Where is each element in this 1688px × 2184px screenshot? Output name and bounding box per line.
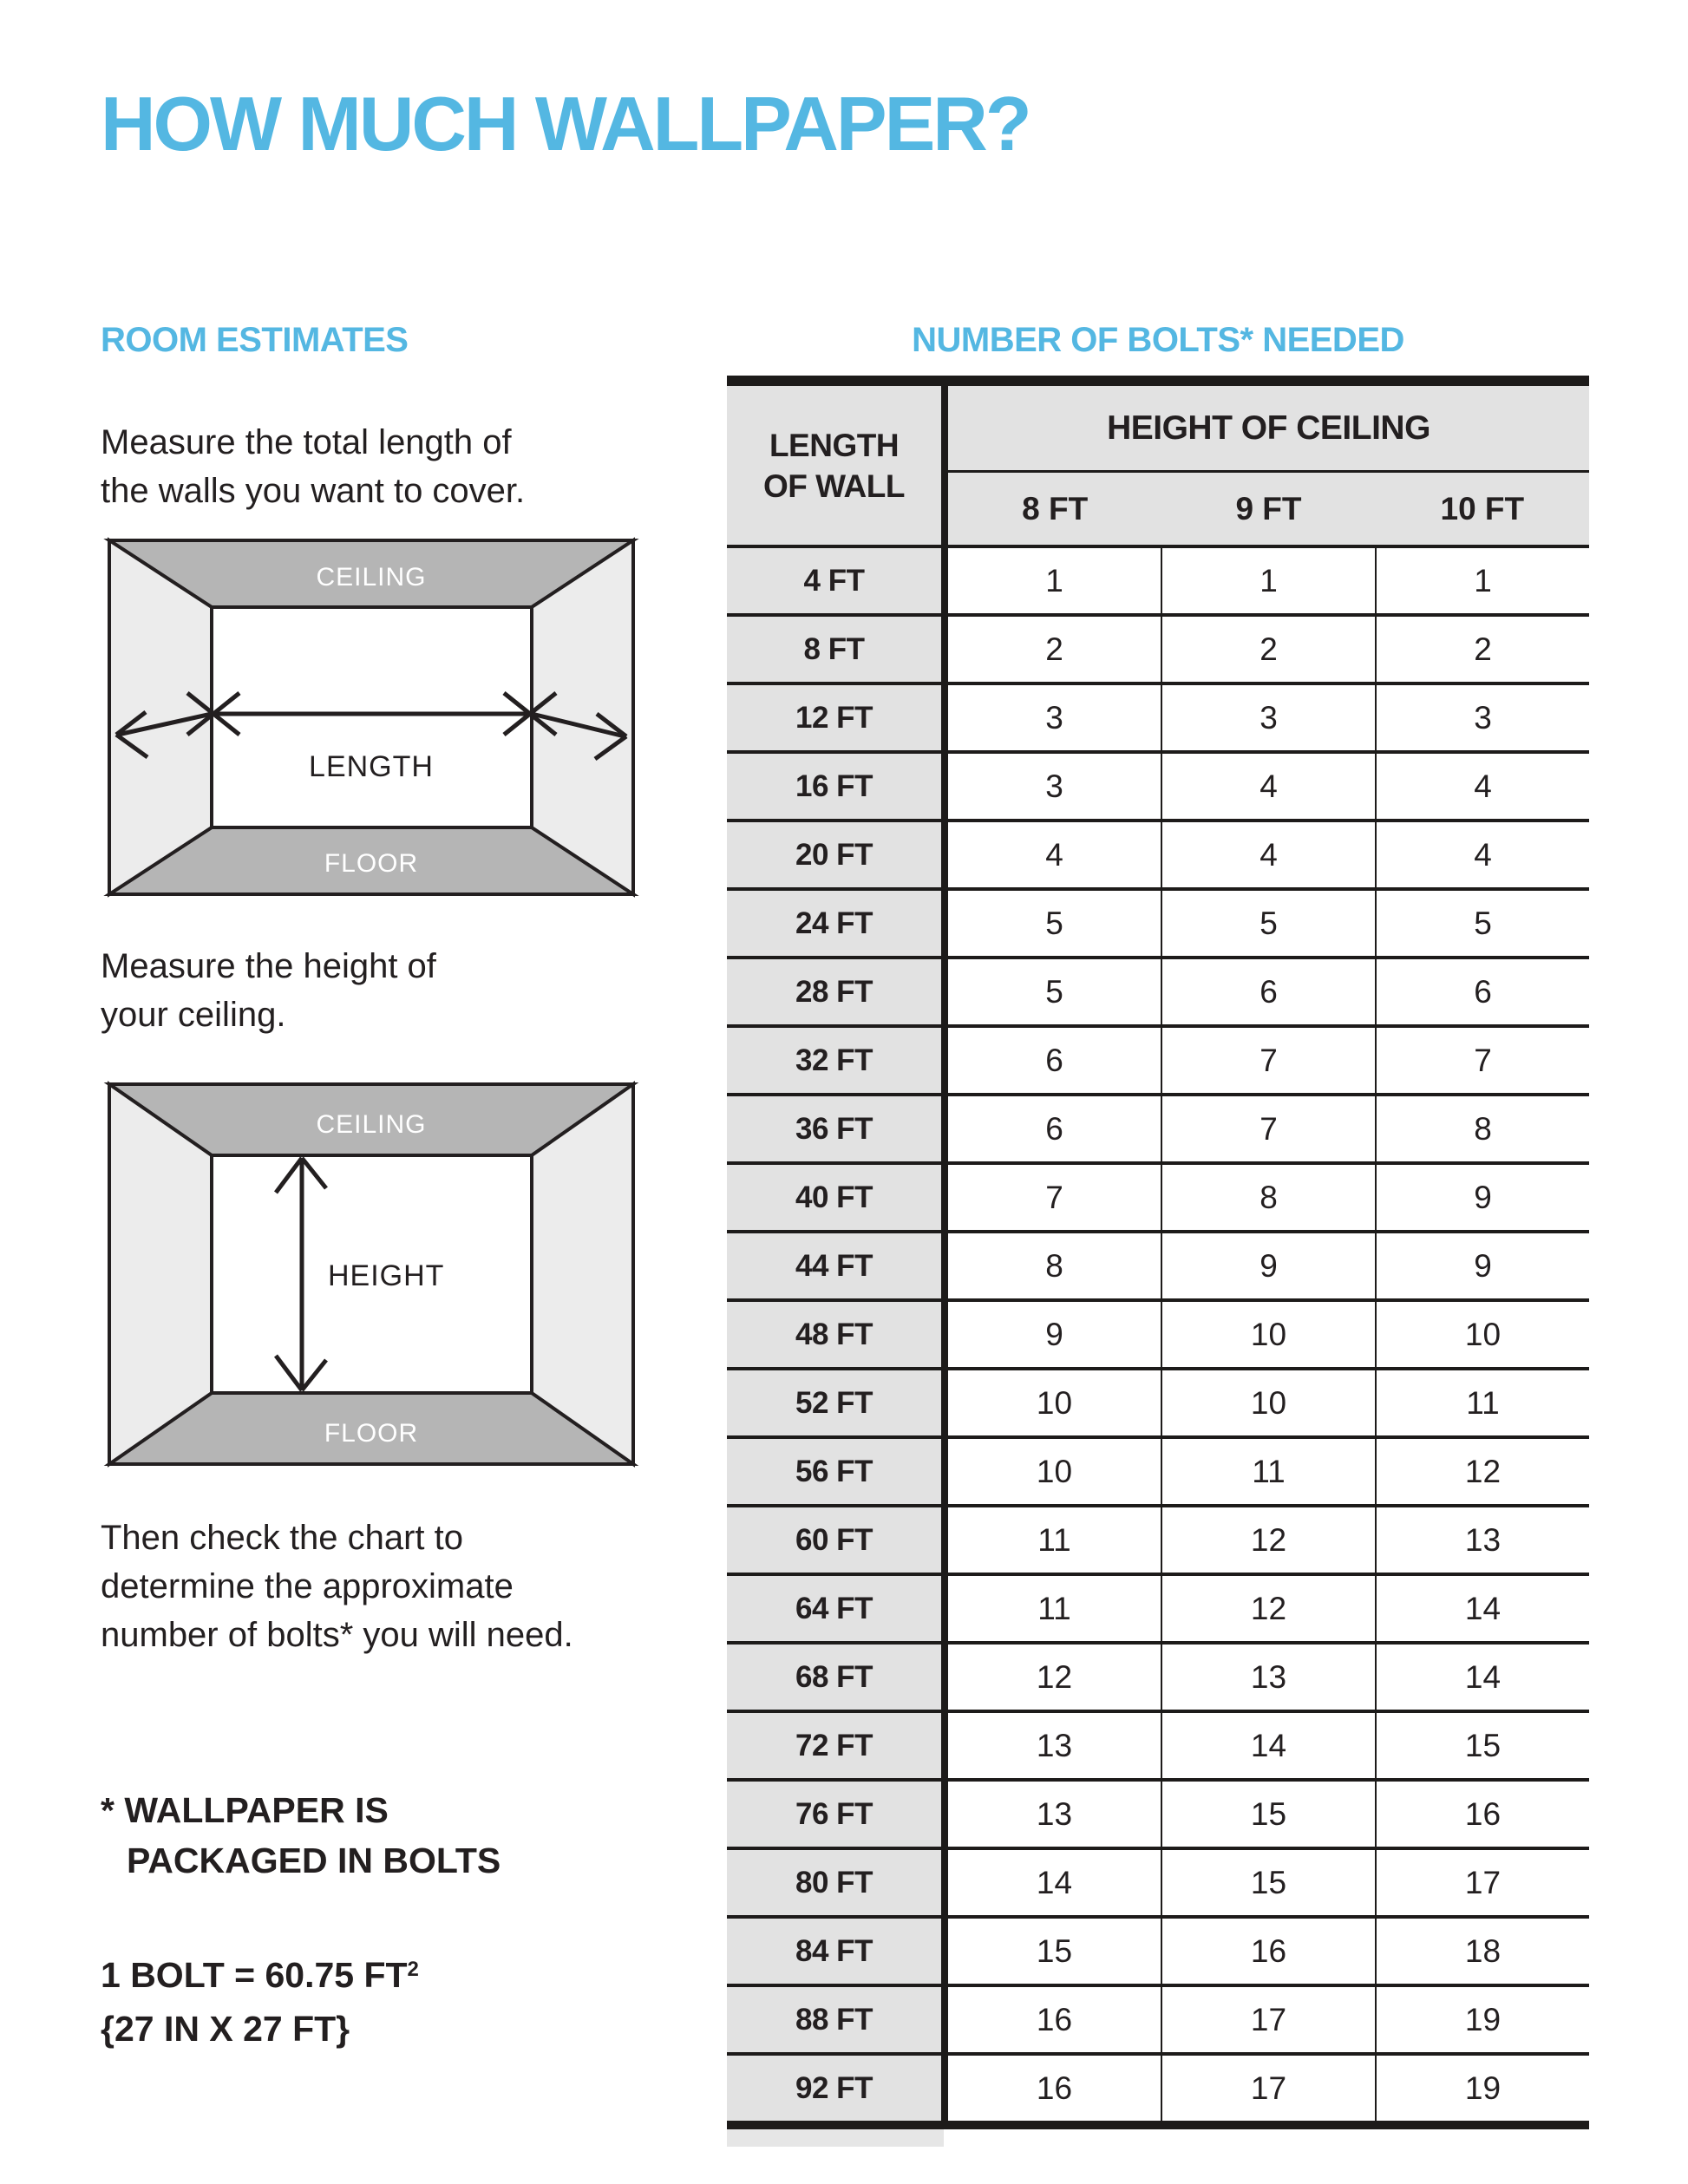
bolt-count-cell: 4: [1161, 822, 1375, 887]
bolts-needed-table: [727, 376, 1589, 2147]
bolt-count-cell: 16: [1375, 1782, 1589, 1847]
table-row: [727, 1096, 1589, 1165]
row-label: 84 FT: [727, 1919, 948, 1984]
bolt-dimensions: {27 IN X 27 FT}: [101, 2009, 350, 2049]
bolt-count-cell: 7: [1161, 1028, 1375, 1093]
step1-line1: Measure the total length of: [101, 423, 512, 461]
bolt-count-cell: 14: [1375, 1645, 1589, 1710]
bolt-count-cell: 8: [1161, 1165, 1375, 1230]
table-row: [727, 1507, 1589, 1576]
bolt-equation: 1 BOLT = 60.75 $FT^2$: [101, 1955, 419, 1995]
room-length-diagram: [101, 532, 642, 903]
table-row: [727, 1028, 1589, 1096]
bolt-count-cell: 6: [948, 1028, 1161, 1093]
step2-line1: Measure the height of: [101, 947, 436, 985]
table-row: [727, 1165, 1589, 1233]
row-label: 52 FT: [727, 1370, 948, 1435]
bolt-count-cell: 3: [948, 685, 1161, 750]
row-label: 8 FT: [727, 617, 948, 682]
bolt-count-cell: 19: [1375, 1987, 1589, 2052]
step3-line3: number of bolts* you will need.: [101, 1616, 573, 1654]
step1-text: [101, 418, 525, 515]
bolt-count-cell: 9: [1375, 1165, 1589, 1230]
row-label: 80 FT: [727, 1850, 948, 1915]
bolt-count-cell: 12: [1161, 1576, 1375, 1641]
bolt-count-cell: 14: [948, 1850, 1161, 1915]
bolt-count-cell: 9: [1161, 1233, 1375, 1298]
step2-line2: your ceiling.: [101, 996, 286, 1034]
bolt-count-cell: 15: [1375, 1713, 1589, 1778]
bolt-count-cell: 8: [948, 1233, 1161, 1298]
bolt-count-cell: 5: [1375, 891, 1589, 956]
bolt-count-cell: 7: [948, 1165, 1161, 1230]
bolt-count-cell: 2: [948, 617, 1161, 682]
floor-label: FLOOR: [324, 1419, 419, 1448]
row-label: 48 FT: [727, 1302, 948, 1367]
bolt-count-cell: 10: [1375, 1302, 1589, 1367]
row-label: 20 FT: [727, 822, 948, 887]
bolt-count-cell: 16: [948, 1987, 1161, 2052]
bolt-count-cell: 11: [948, 1507, 1161, 1573]
bolt-count-cell: 9: [948, 1302, 1161, 1367]
bolt-count-cell: 4: [1375, 822, 1589, 887]
bolt-info: [101, 1943, 419, 2056]
table-row: [727, 959, 1589, 1028]
ceiling-label: CEILING: [316, 563, 427, 592]
page-title: HOW MUCH WALLPAPER?: [101, 81, 1030, 167]
bolt-count-cell: 15: [1161, 1850, 1375, 1915]
height-of-ceiling-header: HEIGHT OF CEILING: [948, 386, 1589, 473]
table-row: [727, 1576, 1589, 1645]
bolt-count-cell: 16: [1161, 1919, 1375, 1984]
column-header-10ft: 10 FT: [1440, 490, 1525, 526]
row-label: 72 FT: [727, 1713, 948, 1778]
bolt-count-cell: 4: [1375, 754, 1589, 819]
bolt-count-cell: 16: [948, 2056, 1161, 2121]
bolt-count-cell: 2: [1161, 617, 1375, 682]
bolt-count-cell: 18: [1375, 1919, 1589, 1984]
height-label: HEIGHT: [328, 1259, 445, 1292]
bolt-count-cell: 11: [1161, 1439, 1375, 1504]
table-row: [727, 2056, 1589, 2121]
table-header: [727, 386, 1589, 548]
table-row: [727, 617, 1589, 685]
table-row: [727, 822, 1589, 891]
bolt-count-cell: 7: [1375, 1028, 1589, 1093]
bolt-count-cell: 3: [948, 754, 1161, 819]
ceiling-label: CEILING: [316, 1110, 427, 1139]
table-row: [727, 754, 1589, 822]
table-row: [727, 1987, 1589, 2056]
row-label: 68 FT: [727, 1645, 948, 1710]
table-row: [727, 1370, 1589, 1439]
bolt-count-cell: 10: [948, 1439, 1161, 1504]
bolt-count-cell: 3: [1161, 685, 1375, 750]
bolt-count-cell: 5: [1161, 891, 1375, 956]
bolt-count-cell: 6: [1161, 959, 1375, 1024]
wallpaper-footnote: [101, 1785, 501, 1886]
bolt-count-cell: 6: [948, 1096, 1161, 1161]
bolt-count-cell: 12: [1161, 1507, 1375, 1573]
bolt-count-cell: 10: [948, 1370, 1161, 1435]
table-row: [727, 685, 1589, 754]
length-of-wall-line1: LENGTH: [769, 427, 900, 463]
ceiling-height-columns: [948, 473, 1589, 545]
bolt-count-cell: 9: [1375, 1233, 1589, 1298]
height-of-ceiling-group: [948, 386, 1589, 545]
table-bottom-remnant: [727, 2129, 944, 2147]
bolt-count-cell: 14: [1161, 1713, 1375, 1778]
table-row: [727, 1439, 1589, 1507]
bolt-count-cell: 13: [948, 1782, 1161, 1847]
table-row: [727, 1645, 1589, 1713]
step1-line2: the walls you want to cover.: [101, 472, 526, 510]
row-label: 28 FT: [727, 959, 948, 1024]
bolt-count-cell: 10: [1161, 1370, 1375, 1435]
column-header-8ft: 8 FT: [1022, 490, 1089, 526]
bolt-count-cell: 19: [1375, 2056, 1589, 2121]
row-label: 32 FT: [727, 1028, 948, 1093]
bolt-equation-exponent: 2: [407, 1958, 419, 1981]
row-label: 4 FT: [727, 548, 948, 613]
bolt-count-cell: 4: [1161, 754, 1375, 819]
bolt-count-cell: 17: [1375, 1850, 1589, 1915]
section-heading-bolts-needed: NUMBER OF BOLTS* NEEDED: [912, 321, 1404, 359]
bolt-count-cell: 1: [1161, 548, 1375, 613]
bolt-count-cell: 2: [1375, 617, 1589, 682]
table-bottom-border: [727, 2121, 1589, 2129]
room-height-diagram: [101, 1076, 642, 1473]
bolt-count-cell: 13: [1161, 1645, 1375, 1710]
row-label: 88 FT: [727, 1987, 948, 2052]
bolt-count-cell: 11: [948, 1576, 1161, 1641]
row-label: 24 FT: [727, 891, 948, 956]
bolt-count-cell: 15: [948, 1919, 1161, 1984]
table-row: [727, 1782, 1589, 1850]
bolt-count-cell: 17: [1161, 2056, 1375, 2121]
row-label: 36 FT: [727, 1096, 948, 1161]
bolt-count-cell: 1: [948, 548, 1161, 613]
row-label: 16 FT: [727, 754, 948, 819]
length-of-wall-header: [727, 386, 948, 545]
table-rows: [727, 548, 1589, 2121]
table-row: [727, 548, 1589, 617]
section-heading-room-estimates: ROOM ESTIMATES: [101, 321, 409, 359]
step3-text: [101, 1514, 573, 1659]
row-label: 56 FT: [727, 1439, 948, 1504]
row-label: 60 FT: [727, 1507, 948, 1573]
bolt-count-cell: 14: [1375, 1576, 1589, 1641]
bolt-count-cell: 4: [948, 822, 1161, 887]
column-header-9ft: 9 FT: [1235, 490, 1302, 526]
row-label: 92 FT: [727, 2056, 948, 2121]
length-of-wall-line2: OF WALL: [763, 468, 905, 504]
bolt-count-cell: 3: [1375, 685, 1589, 750]
bolt-count-cell: 6: [1375, 959, 1589, 1024]
row-label: 44 FT: [727, 1233, 948, 1298]
bolt-count-cell: 17: [1161, 1987, 1375, 2052]
bolt-count-cell: 8: [1375, 1096, 1589, 1161]
table-row: [727, 1302, 1589, 1370]
bolt-count-cell: 5: [948, 959, 1161, 1024]
length-label: LENGTH: [309, 750, 434, 783]
bolt-count-cell: 13: [1375, 1507, 1589, 1573]
bolt-count-cell: 10: [1161, 1302, 1375, 1367]
footnote-line1: * WALLPAPER IS: [101, 1790, 389, 1830]
step3-line1: Then check the chart to: [101, 1519, 464, 1557]
bolt-count-cell: 15: [1161, 1782, 1375, 1847]
bolt-count-cell: 11: [1375, 1370, 1589, 1435]
table-row: [727, 1919, 1589, 1987]
bolt-count-cell: 13: [948, 1713, 1161, 1778]
bolt-count-cell: 7: [1161, 1096, 1375, 1161]
row-label: 12 FT: [727, 685, 948, 750]
bolt-count-cell: 12: [948, 1645, 1161, 1710]
table-row: [727, 1233, 1589, 1302]
bolt-count-cell: 12: [1375, 1439, 1589, 1504]
bolt-count-cell: 1: [1375, 548, 1589, 613]
bolt-count-cell: 5: [948, 891, 1161, 956]
table-row: [727, 1713, 1589, 1782]
row-label: 64 FT: [727, 1576, 948, 1641]
row-label: 76 FT: [727, 1782, 948, 1847]
table-top-border: [727, 376, 1589, 386]
table-row: [727, 891, 1589, 959]
step2-text: [101, 942, 436, 1039]
footnote-line2: PACKAGED IN BOLTS: [127, 1841, 501, 1880]
back-wall: [212, 607, 532, 827]
row-label: 40 FT: [727, 1165, 948, 1230]
step3-line2: determine the approximate: [101, 1567, 514, 1605]
floor-label: FLOOR: [324, 849, 419, 878]
table-row: [727, 1850, 1589, 1919]
